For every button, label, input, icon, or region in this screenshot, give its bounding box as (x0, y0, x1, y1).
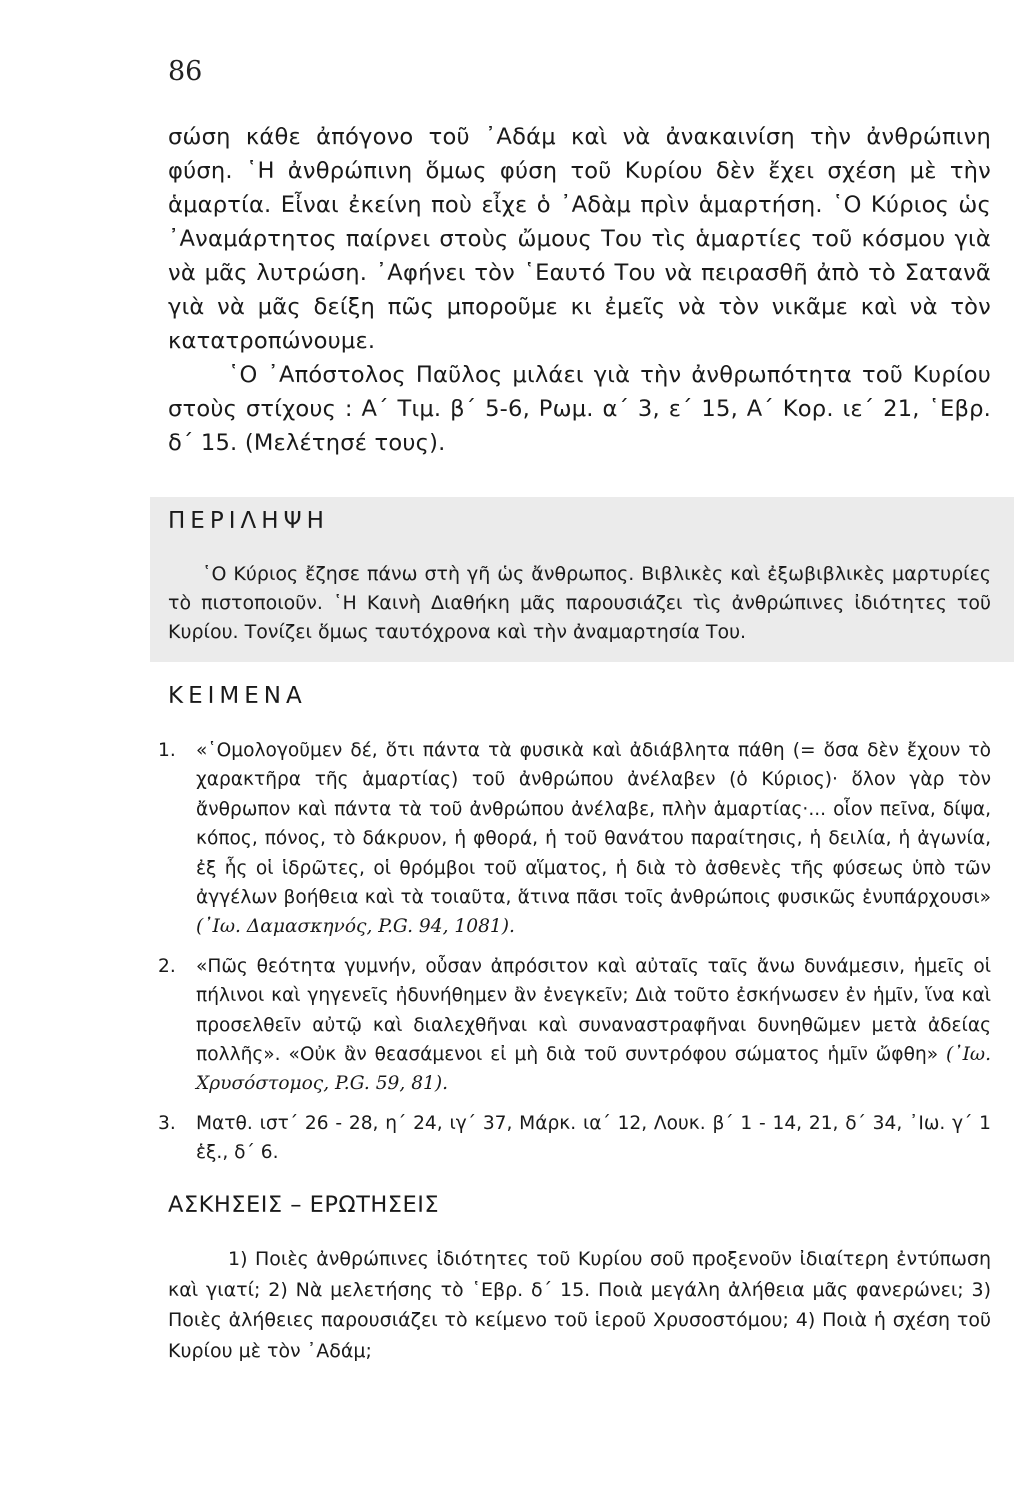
texts-section (158, 736, 991, 1178)
summary-heading: ΠΕΡΙΛΗΨΗ (168, 508, 329, 534)
exercises-heading: ΑΣΚΗΣΕΙΣ – ΕΡΩΤΗΣΕΙΣ (168, 1192, 440, 1218)
intro-paragraph: ῾Ο ᾿Απόστολος Παῦλος μιλάει γιὰ τὴν ἀνθρωπότητα τοῦ Κυρίου στοὺς στίχους : Α΄ Τιμ. β΄ 5-6, Ρωμ. α΄ 3, ε΄ 15, Α΄ Κορ. ιε΄ 21, ῾Εβρ. δ΄ 15. (Μελέτησέ τους). (168, 362, 991, 456)
summary-section (168, 560, 991, 647)
exercises-text: 1) Ποιὲς ἀνθρώπινες ἰδιότητες τοῦ Κυρίου σοῦ προξενοῦν ἰδιαίτερη ἐντύπωση καὶ γιατί; 2) Νὰ μελετήσης τὸ ῾Εβρ. δ΄ 15. Ποιὰ μεγάλη ἀλήθεια μᾶς φανερώνει; 3) Ποιὲς ἀλήθειες παρουσιάζει τὸ κείμενο τοῦ ἱεροῦ Χρυσοστόμου; 4) Ποιὰ ἡ σχέση τοῦ Κυρίου μὲ τὸν ᾿Αδάμ; (168, 1248, 991, 1362)
exercises-section (168, 1244, 991, 1366)
item-reference: (᾿Ιω. Χρυσόστομος, P.G. 59, 81). (196, 1044, 991, 1095)
item-quote: «῾Ομολογοῦμεν δέ, ὅτι πάντα τὰ φυσικὰ καὶ ἀδιάβλητα πάθη (= ὅσα δὲν ἔχουν τὸ χαρακτῆρα τῆς ἁμαρτίας) τοῦ ἀνθρώπου ἀνέλαβεν (ὁ Κύριος)· ὅλον γὰρ τὸν ἄνθρωπον καὶ πάντα τὰ τοῦ ἀνθρώπου ἀνέλαβε, πλὴν ἁμαρτίας·... οἷον πεῖνα, δίψα, κόπος, πόνος, τὸ δάκρυον, ἡ φθορά, ἡ τοῦ θανάτου παραίτησις, ἡ δειλία, ἡ ἀγωνία, ἐξ ἧς οἱ ἱδρῶτες, οἱ θρόμβοι τοῦ αἵματος, ἡ διὰ τὸ ἀσθενὲς τῆς φύσεως ὑπὸ τῶν ἀγγέλων βοήθεια καὶ τὰ τοιαῦτα, ἅτινα πᾶσι τοῖς ἀνθρώποις φυσικῶς ἐνυπάρχουσι» (196, 740, 991, 909)
text-item (158, 1109, 991, 1168)
summary-text: ῾Ο Κύριος ἔζησε πάνω στὴ γῆ ὡς ἄνθρωπος. Βιβλικὲς καὶ ἐξωβιβλικὲς μαρτυρίες τὸ πιστοποιοῦν. ῾Η Καινὴ Διαθήκη μᾶς παρουσιάζει τὶς ἀνθρώπινες ἰδιότητες τοῦ Κυρίου. Τονίζει ὅμως ταυτόχρονα καὶ τὴν ἀναμαρτησία Του. (168, 563, 991, 643)
text-item (158, 736, 991, 942)
page-number: 86 (168, 56, 203, 87)
text-item (158, 952, 991, 1099)
item-number: 3. (158, 1112, 176, 1134)
item-quote: Ματθ. ιστ΄ 26 - 28, η΄ 24, ιγ΄ 37, Μάρκ. ια΄ 12, Λουκ. β΄ 1 - 14, 21, δ΄ 34, ᾿Ιω. γ΄ 1 ἑξ., δ΄ 6. (196, 1112, 991, 1164)
item-reference: (᾿Ιω. Δαμασκηνός, P.G. 94, 1081). (196, 916, 515, 938)
item-quote: «Πῶς θεότητα γυμνήν, οὖσαν ἀπρόσιτον καὶ αὐταῖς ταῖς ἄνω δυνάμεσιν, ἡμεῖς οἱ πήλινοι καὶ γηγενεῖς ἠδυνήθημεν ἂν ἐνεγκεῖν; Διὰ τοῦτο ἐσκήνωσεν ἐν ἡμῖν, ἵνα καὶ προσελθεῖν αὐτῷ καὶ διαλεχθῆναι καὶ συναναστραφῆναι δυνηθῶμεν μετὰ ἀδείας πολλῆς». «Οὐκ ἂν θεασάμενοι εἰ μὴ διὰ τοῦ συντρόφου σώματος ἡμῖν ὤφθη» (196, 955, 991, 1066)
texts-heading: ΚΕΙΜΕΝΑ (168, 683, 307, 709)
intro-paragraph: σώση κάθε ἀπόγονο τοῦ ᾿Αδάμ καὶ νὰ ἀνακαινίση τὴν ἀνθρώπινη φύση. ῾Η ἀνθρώπινη ὅμως φύση τοῦ Κυρίου δὲν ἔχει σχέση μὲ τὴν ἁμαρτία. Εἶναι ἐκείνη ποὺ εἶχε ὁ ᾿Αδὰμ πρὶν ἁμαρτήση. ῾Ο Κύριος ὡς ᾿Αναμάρτητος παίρνει στοὺς ὤμους Του τὶς ἁμαρτίες τοῦ κόσμου γιὰ νὰ μᾶς λυτρώση. ᾿Αφήνει τὸν ῾Εαυτό Του νὰ πειρασθῆ ἀπὸ τὸ Σατανᾶ γιὰ νὰ μᾶς δείξη πῶς μποροῦμε κι ἐμεῖς νὰ τὸν νικᾶμε καὶ νὰ τὸν κατατροπώνουμε. (168, 124, 991, 354)
item-number: 1. (158, 740, 176, 761)
item-number: 2. (158, 955, 176, 977)
intro-section (168, 120, 991, 460)
